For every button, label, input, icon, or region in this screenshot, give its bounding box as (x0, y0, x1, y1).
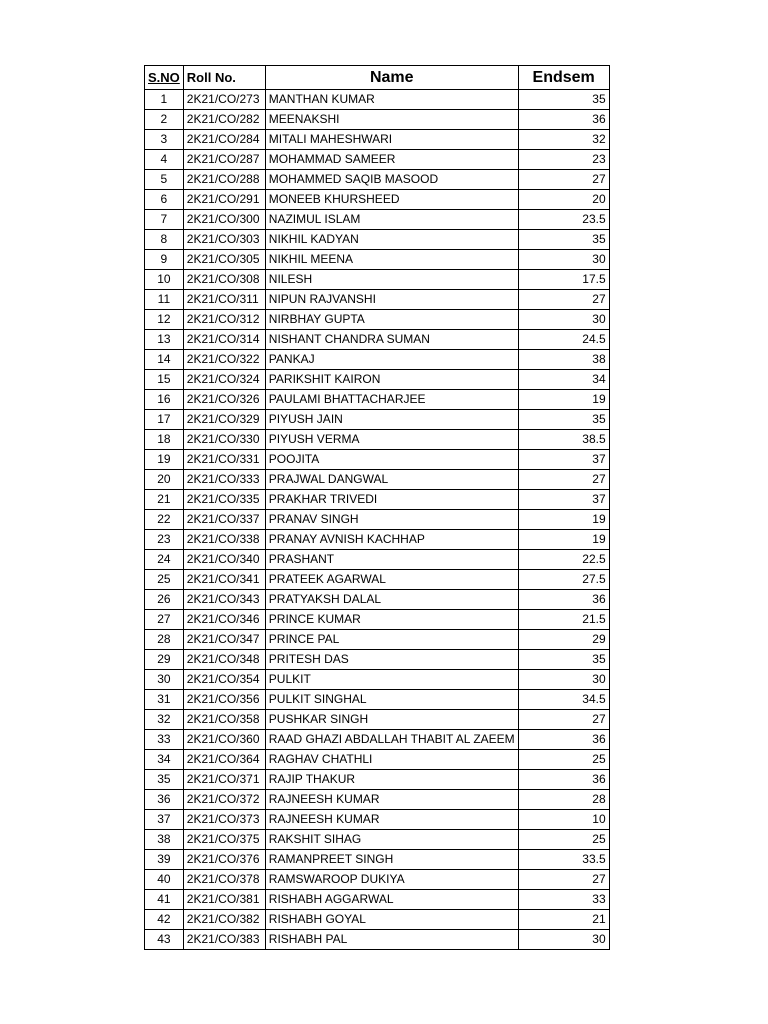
endsem-cell: 21 (518, 910, 609, 930)
table-row (145, 170, 610, 190)
roll-no-cell: 2K21/CO/335 (183, 490, 265, 510)
name-cell: PRATYAKSH DALAL (265, 590, 518, 610)
name-cell: NILESH (265, 270, 518, 290)
sno-cell: 7 (145, 210, 184, 230)
endsem-cell: 24.5 (518, 330, 609, 350)
table-row (145, 310, 610, 330)
name-cell: MEENAKSHI (265, 110, 518, 130)
name-cell: PRANAY AVNISH KACHHAP (265, 530, 518, 550)
endsem-cell: 19 (518, 390, 609, 410)
sno-cell: 30 (145, 670, 184, 690)
name-cell: NIPUN RAJVANSHI (265, 290, 518, 310)
table-row (145, 530, 610, 550)
roll-no-cell: 2K21/CO/341 (183, 570, 265, 590)
endsem-cell: 29 (518, 630, 609, 650)
endsem-cell: 10 (518, 810, 609, 830)
endsem-cell: 36 (518, 590, 609, 610)
name-cell: RAKSHIT SIHAG (265, 830, 518, 850)
table-row (145, 690, 610, 710)
sno-cell: 20 (145, 470, 184, 490)
name-cell: RAJNEESH KUMAR (265, 810, 518, 830)
roll-no-cell: 2K21/CO/312 (183, 310, 265, 330)
roll-no-cell: 2K21/CO/358 (183, 710, 265, 730)
sno-cell: 9 (145, 250, 184, 270)
table-row (145, 710, 610, 730)
endsem-cell: 34 (518, 370, 609, 390)
roll-no-cell: 2K21/CO/371 (183, 770, 265, 790)
sno-cell: 6 (145, 190, 184, 210)
endsem-cell: 35 (518, 650, 609, 670)
endsem-cell: 23.5 (518, 210, 609, 230)
endsem-cell: 25 (518, 830, 609, 850)
roll-no-cell: 2K21/CO/273 (183, 90, 265, 110)
table-row (145, 450, 610, 470)
endsem-cell: 30 (518, 250, 609, 270)
roll-no-cell: 2K21/CO/329 (183, 410, 265, 430)
roll-no-cell: 2K21/CO/356 (183, 690, 265, 710)
name-cell: PRAJWAL DANGWAL (265, 470, 518, 490)
name-cell: MITALI MAHESHWARI (265, 130, 518, 150)
table-row (145, 350, 610, 370)
sno-cell: 26 (145, 590, 184, 610)
name-cell: POOJITA (265, 450, 518, 470)
name-cell: PULKIT (265, 670, 518, 690)
sno-cell: 4 (145, 150, 184, 170)
sno-cell: 28 (145, 630, 184, 650)
endsem-cell: 30 (518, 930, 609, 950)
roll-no-cell: 2K21/CO/354 (183, 670, 265, 690)
endsem-cell: 23 (518, 150, 609, 170)
sno-cell: 10 (145, 270, 184, 290)
sno-cell: 33 (145, 730, 184, 750)
table-row (145, 270, 610, 290)
roll-no-cell: 2K21/CO/381 (183, 890, 265, 910)
roll-no-cell: 2K21/CO/364 (183, 750, 265, 770)
name-cell: RAJNEESH KUMAR (265, 790, 518, 810)
name-cell: RISHABH AGGARWAL (265, 890, 518, 910)
name-header: Name (265, 66, 518, 90)
table-row (145, 870, 610, 890)
table-body (145, 90, 610, 950)
name-cell: MANTHAN KUMAR (265, 90, 518, 110)
name-cell: PULKIT SINGHAL (265, 690, 518, 710)
sno-cell: 41 (145, 890, 184, 910)
name-cell: PRINCE KUMAR (265, 610, 518, 630)
endsem-cell: 34.5 (518, 690, 609, 710)
table-row (145, 750, 610, 770)
table-row (145, 410, 610, 430)
roll-no-cell: 2K21/CO/375 (183, 830, 265, 850)
endsem-cell: 27 (518, 710, 609, 730)
roll-no-cell: 2K21/CO/338 (183, 530, 265, 550)
sno-cell: 40 (145, 870, 184, 890)
endsem-cell: 33.5 (518, 850, 609, 870)
roll-no-cell: 2K21/CO/337 (183, 510, 265, 530)
sno-cell: 21 (145, 490, 184, 510)
roll-no-cell: 2K21/CO/333 (183, 470, 265, 490)
sno-cell: 31 (145, 690, 184, 710)
endsem-cell: 20 (518, 190, 609, 210)
name-cell: RAGHAV CHATHLI (265, 750, 518, 770)
endsem-cell: 28 (518, 790, 609, 810)
sno-cell: 27 (145, 610, 184, 630)
name-cell: NIKHIL MEENA (265, 250, 518, 270)
sno-cell: 8 (145, 230, 184, 250)
sno-cell: 2 (145, 110, 184, 130)
sno-cell: 37 (145, 810, 184, 830)
name-cell: RISHABH GOYAL (265, 910, 518, 930)
name-cell: RAMANPREET SINGH (265, 850, 518, 870)
name-cell: RAAD GHAZI ABDALLAH THABIT AL ZAEEM (265, 730, 518, 750)
roll-no-cell: 2K21/CO/348 (183, 650, 265, 670)
endsem-cell: 27 (518, 290, 609, 310)
table-row (145, 830, 610, 850)
endsem-cell: 17.5 (518, 270, 609, 290)
endsem-cell: 19 (518, 530, 609, 550)
name-cell: PIYUSH VERMA (265, 430, 518, 450)
table-row (145, 290, 610, 310)
name-cell: MOHAMMED SAQIB MASOOD (265, 170, 518, 190)
table-row (145, 570, 610, 590)
table-row (145, 910, 610, 930)
roll-no-cell: 2K21/CO/300 (183, 210, 265, 230)
endsem-cell: 30 (518, 670, 609, 690)
endsem-cell: 35 (518, 90, 609, 110)
table-row (145, 650, 610, 670)
name-cell: MONEEB KHURSHEED (265, 190, 518, 210)
roll-no-cell: 2K21/CO/373 (183, 810, 265, 830)
name-cell: PRATEEK AGARWAL (265, 570, 518, 590)
roll-no-cell: 2K21/CO/382 (183, 910, 265, 930)
sno-cell: 16 (145, 390, 184, 410)
roll-no-cell: 2K21/CO/331 (183, 450, 265, 470)
endsem-cell: 27.5 (518, 570, 609, 590)
name-cell: PAULAMI BHATTACHARJEE (265, 390, 518, 410)
table-row (145, 110, 610, 130)
table-row (145, 790, 610, 810)
name-cell: PRITESH DAS (265, 650, 518, 670)
table-row (145, 390, 610, 410)
endsem-cell: 25 (518, 750, 609, 770)
roll-no-cell: 2K21/CO/282 (183, 110, 265, 130)
roll-no-cell: 2K21/CO/305 (183, 250, 265, 270)
table-row (145, 430, 610, 450)
table-row (145, 190, 610, 210)
sno-cell: 24 (145, 550, 184, 570)
sno-cell: 3 (145, 130, 184, 150)
table-row (145, 370, 610, 390)
roll-no-cell: 2K21/CO/378 (183, 870, 265, 890)
roll-no-cell: 2K21/CO/287 (183, 150, 265, 170)
header-row (145, 66, 610, 90)
name-cell: PANKAJ (265, 350, 518, 370)
table-row (145, 850, 610, 870)
table-row (145, 630, 610, 650)
table-row (145, 470, 610, 490)
endsem-header: Endsem (518, 66, 609, 90)
endsem-cell: 27 (518, 870, 609, 890)
roll-no-cell: 2K21/CO/284 (183, 130, 265, 150)
endsem-cell: 38.5 (518, 430, 609, 450)
sno-cell: 12 (145, 310, 184, 330)
endsem-cell: 36 (518, 730, 609, 750)
roll-no-cell: 2K21/CO/343 (183, 590, 265, 610)
endsem-cell: 35 (518, 230, 609, 250)
table-row (145, 770, 610, 790)
roll-no-cell: 2K21/CO/291 (183, 190, 265, 210)
name-cell: PARIKSHIT KAIRON (265, 370, 518, 390)
sno-cell: 17 (145, 410, 184, 430)
endsem-cell: 33 (518, 890, 609, 910)
name-cell: PRAKHAR TRIVEDI (265, 490, 518, 510)
name-cell: RAMSWAROOP DUKIYA (265, 870, 518, 890)
sno-cell: 23 (145, 530, 184, 550)
table-row (145, 130, 610, 150)
sno-cell: 32 (145, 710, 184, 730)
sno-cell: 29 (145, 650, 184, 670)
table-row (145, 890, 610, 910)
roll-no-cell: 2K21/CO/347 (183, 630, 265, 650)
roll-no-cell: 2K21/CO/360 (183, 730, 265, 750)
table-row (145, 210, 610, 230)
name-cell: RAJIP THAKUR (265, 770, 518, 790)
sno-cell: 14 (145, 350, 184, 370)
endsem-cell: 36 (518, 770, 609, 790)
roll-no-cell: 2K21/CO/303 (183, 230, 265, 250)
endsem-cell: 35 (518, 410, 609, 430)
sno-cell: 5 (145, 170, 184, 190)
roll-no-cell: 2K21/CO/288 (183, 170, 265, 190)
sno-cell: 38 (145, 830, 184, 850)
sno-cell: 11 (145, 290, 184, 310)
sno-cell: 15 (145, 370, 184, 390)
sno-cell: 35 (145, 770, 184, 790)
name-cell: PRASHANT (265, 550, 518, 570)
endsem-cell: 36 (518, 110, 609, 130)
table-row (145, 490, 610, 510)
table-row (145, 510, 610, 530)
endsem-cell: 21.5 (518, 610, 609, 630)
roll-no-cell: 2K21/CO/324 (183, 370, 265, 390)
name-cell: PUSHKAR SINGH (265, 710, 518, 730)
roll-no-cell: 2K21/CO/383 (183, 930, 265, 950)
table-row (145, 550, 610, 570)
roll-no-cell: 2K21/CO/308 (183, 270, 265, 290)
sno-cell: 43 (145, 930, 184, 950)
sno-header: S.NO (145, 66, 184, 90)
sno-cell: 42 (145, 910, 184, 930)
table-row (145, 730, 610, 750)
name-cell: RISHABH PAL (265, 930, 518, 950)
name-cell: MOHAMMAD SAMEER (265, 150, 518, 170)
roll-no-cell: 2K21/CO/322 (183, 350, 265, 370)
endsem-cell: 19 (518, 510, 609, 530)
sno-cell: 19 (145, 450, 184, 470)
name-cell: NIKHIL KADYAN (265, 230, 518, 250)
roll-no-cell: 2K21/CO/330 (183, 430, 265, 450)
table-row (145, 610, 610, 630)
roll-no-header: Roll No. (183, 66, 265, 90)
table-row (145, 230, 610, 250)
sno-cell: 13 (145, 330, 184, 350)
endsem-cell: 38 (518, 350, 609, 370)
roll-no-cell: 2K21/CO/346 (183, 610, 265, 630)
sno-cell: 25 (145, 570, 184, 590)
endsem-cell: 22.5 (518, 550, 609, 570)
roll-no-cell: 2K21/CO/311 (183, 290, 265, 310)
name-cell: NAZIMUL ISLAM (265, 210, 518, 230)
sno-cell: 18 (145, 430, 184, 450)
table-row (145, 590, 610, 610)
endsem-cell: 37 (518, 450, 609, 470)
name-cell: NIRBHAY GUPTA (265, 310, 518, 330)
endsem-cell: 32 (518, 130, 609, 150)
roll-no-cell: 2K21/CO/376 (183, 850, 265, 870)
endsem-cell: 37 (518, 490, 609, 510)
name-cell: PIYUSH JAIN (265, 410, 518, 430)
sno-cell: 1 (145, 90, 184, 110)
roll-no-cell: 2K21/CO/314 (183, 330, 265, 350)
table-row (145, 250, 610, 270)
marks-table (144, 65, 610, 950)
roll-no-cell: 2K21/CO/326 (183, 390, 265, 410)
name-cell: PRANAV SINGH (265, 510, 518, 530)
sno-cell: 36 (145, 790, 184, 810)
roll-no-cell: 2K21/CO/372 (183, 790, 265, 810)
sno-cell: 39 (145, 850, 184, 870)
table-row (145, 810, 610, 830)
endsem-cell: 27 (518, 470, 609, 490)
name-cell: NISHANT CHANDRA SUMAN (265, 330, 518, 350)
endsem-cell: 27 (518, 170, 609, 190)
endsem-cell: 30 (518, 310, 609, 330)
table-row (145, 670, 610, 690)
sno-cell: 34 (145, 750, 184, 770)
table-row (145, 330, 610, 350)
table-row (145, 150, 610, 170)
sno-cell: 22 (145, 510, 184, 530)
table-row (145, 90, 610, 110)
name-cell: PRINCE PAL (265, 630, 518, 650)
roll-no-cell: 2K21/CO/340 (183, 550, 265, 570)
table-row (145, 930, 610, 950)
